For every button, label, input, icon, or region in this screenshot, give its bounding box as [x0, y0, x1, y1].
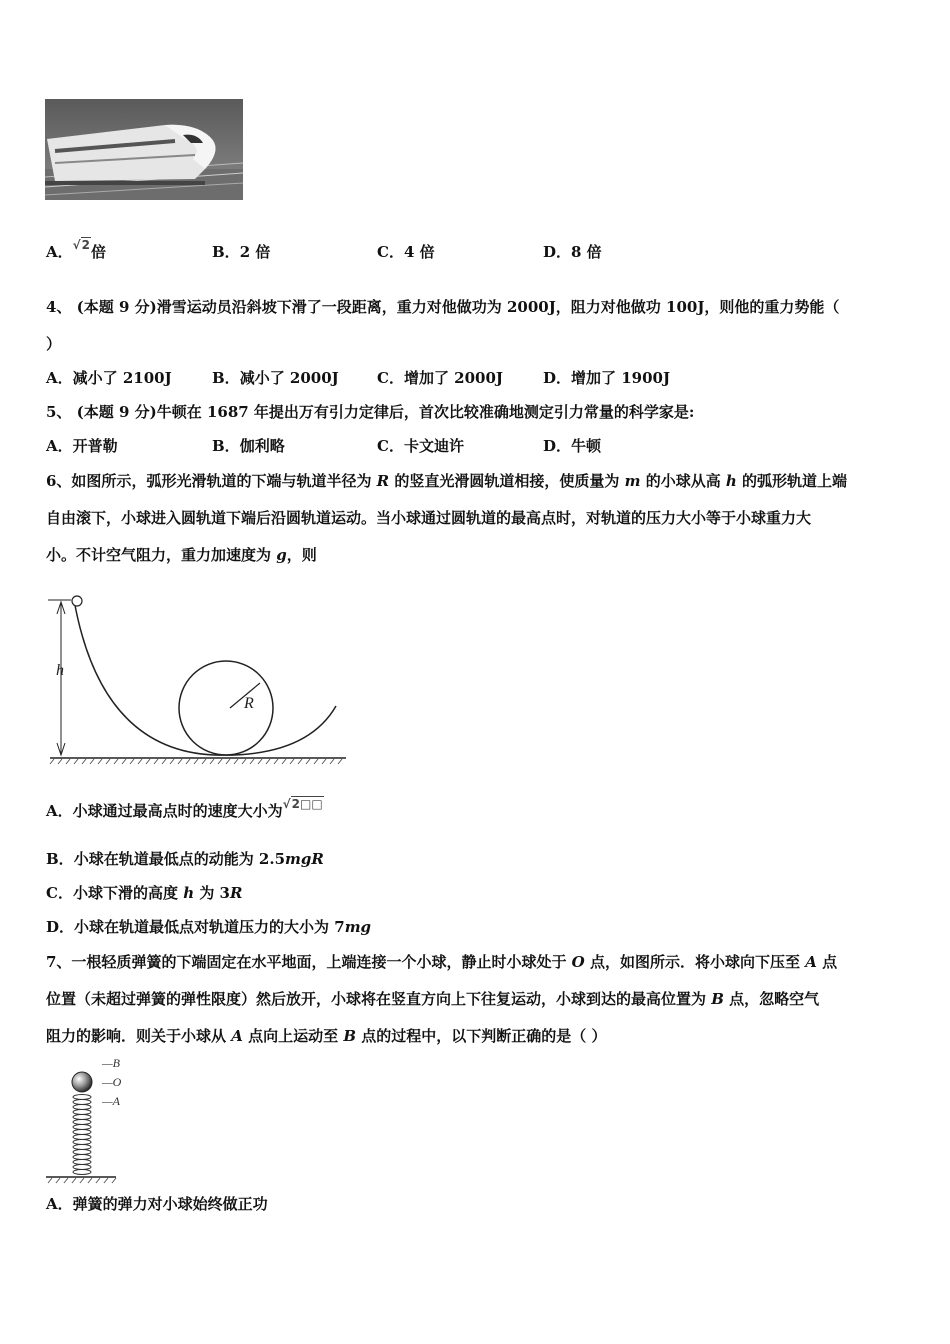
q3-option-d[interactable]: D．8 倍 — [543, 243, 602, 261]
q7-label-o: —O — [102, 1075, 122, 1089]
q7-stem-line3: 阻力的影响．则关于小球从 A 点向上运动至 B 点的过程中，以下判断正确的是（ ） — [46, 1027, 607, 1045]
q5-option-b[interactable]: B．伽利略 — [212, 437, 285, 455]
q4-option-b[interactable]: B．减小了 2000J — [212, 369, 339, 387]
q4-stem-line2: ） — [46, 335, 62, 353]
q3-option-a[interactable]: A．$^{√2}$倍 — [46, 238, 107, 261]
q4-stem-line1: 4、 (本题 9 分)滑雪运动员沿斜坡下滑了一段距离，重力对他做功为 2000J，阻力对他做功 100J，则他的重力势能（ — [46, 298, 840, 316]
ball-icon — [72, 596, 82, 606]
q4-option-d[interactable]: D．增加了 1900J — [543, 369, 671, 387]
q5-stem: 5、 (本题 9 分)牛顿在 1687 年提出万有引力定律后，首次比较准确地测定引力常量的科学家是: — [46, 403, 695, 421]
q6-option-c[interactable]: C．小球下滑的高度 h 为 3R — [46, 884, 243, 902]
q3-option-b[interactable]: B．2 倍 — [212, 243, 271, 261]
q6-option-a[interactable]: A．小球通过最高点时的速度大小为$^{√2□□}$ — [46, 797, 323, 820]
q6-option-d[interactable]: D．小球在轨道最低点对轨道压力的大小为 7mg — [46, 918, 372, 936]
q5-option-d[interactable]: D．牛顿 — [543, 437, 602, 455]
ground-hatch — [50, 759, 342, 764]
sqrt-icon: √2 — [72, 238, 91, 252]
q6-track-diagram — [46, 580, 350, 775]
q7-stem-line2: 位置（未超过弹簧的弹性限度）然后放开，小球将在竖直方向上下往复运动，小球到达的最高位置为 B 点，忽略空气 — [46, 990, 820, 1008]
q3-option-c[interactable]: C．4 倍 — [377, 243, 435, 261]
q6-label-h: h — [56, 662, 64, 679]
q7-option-a[interactable]: A．弹簧的弹力对小球始终做正功 — [46, 1195, 268, 1213]
q6-stem-line2: 自由滚下，小球进入圆轨道下端后沿圆轨道运动。当小球通过圆轨道的最高点时，对轨道的压力大小等于小球重力大 — [46, 509, 812, 527]
q4-option-a[interactable]: A．减小了 2100J — [46, 369, 172, 387]
ball-icon — [72, 1072, 92, 1092]
train-photo — [45, 99, 243, 200]
sqrt-icon: √2□□ — [282, 797, 323, 811]
q6-stem-line3: 小。不计空气阻力，重力加速度为 g，则 — [46, 546, 317, 564]
spring-icon — [73, 1095, 91, 1175]
q7-stem-line1: 7、一根轻质弹簧的下端固定在水平地面，上端连接一个小球，静止时小球处于 O 点，如图所示．将小球向下压至 A 点 — [46, 953, 838, 971]
q5-option-c[interactable]: C．卡文迪许 — [377, 437, 464, 455]
q6-option-b[interactable]: B．小球在轨道最低点的动能为 2.5mgR — [46, 850, 324, 868]
q7-label-a: —A — [102, 1094, 120, 1108]
q4-option-c[interactable]: C．增加了 2000J — [377, 369, 504, 387]
q7-spring-diagram — [44, 1053, 154, 1188]
q6-stem-line1: 6、如图所示，弧形光滑轨道的下端与轨道半径为 R 的竖直光滑圆轨道相接，使质量为 m 的小球从高 h 的弧形轨道上端 — [46, 472, 848, 490]
q7-label-b: —B — [102, 1056, 120, 1070]
q6-label-r: R — [244, 695, 254, 712]
q5-option-a[interactable]: A．开普勒 — [46, 437, 118, 455]
